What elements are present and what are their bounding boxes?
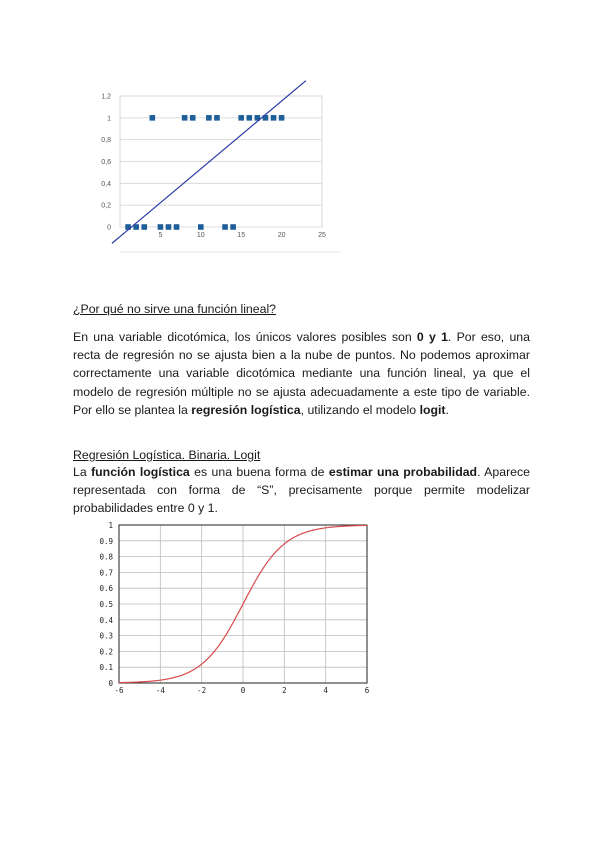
y-tick-label: 0,2 [101,202,111,210]
y-tick-label: 0,8 [101,137,111,145]
x-tick-label: 25 [318,232,326,239]
x-tick-label: 2 [282,686,287,695]
y-tick-label: 0.5 [99,600,113,609]
y-tick-label: 0,4 [101,180,111,188]
y-tick-label: 0.1 [99,663,113,673]
x-tick-label: 20 [277,232,286,239]
section-heading-linear-function: ¿Por qué no sirve una función lineal? [73,302,277,316]
x-tick-label: 10 [196,232,205,239]
paragraph-linear-function: En una variable dicotómica, los únicos valores posibles son 0 y 1. Por eso, una recta de regresión no se ajusta bien a la nube de puntos. No podemos aproximar correctamente una variable dicotómica mediante una función lineal, ya que el modelo de regresión múltiple no se ajusta adecuadamente a este tipo de variable. Por ello se plantea la regresión logística, utilizando el modelo logit. [73,330,530,417]
section-heading-logistic-regression: Regresión Logística. Binaria. Logit [73,448,261,462]
y-tick-label: 0 [108,679,113,688]
data-point [166,224,172,230]
data-point [279,115,285,121]
data-point [214,115,220,121]
data-point [125,224,131,230]
linear-regression-chart [85,80,340,265]
data-point [271,115,277,121]
data-point [246,115,252,121]
data-point [150,115,156,121]
x-tick-label: -6 [114,686,124,695]
y-tick-label: 1 [108,521,113,530]
y-tick-label: 0.2 [99,647,113,657]
y-tick-label: 0.3 [99,631,113,641]
y-tick-label: 0,6 [101,159,111,166]
y-tick-label: 0.4 [99,615,113,625]
logistic-function-chart [88,518,380,700]
y-tick-label: 1 [107,115,111,123]
data-point [198,224,204,230]
data-point [190,115,196,121]
x-tick-label: 0 [240,686,246,695]
y-tick-label: 0.9 [99,536,113,546]
y-tick-label: 0.7 [99,568,113,578]
data-point [158,224,164,230]
y-tick-label: 1,2 [101,93,111,101]
x-tick-label: 6 [364,686,370,695]
data-point [141,224,147,230]
data-point [222,224,228,230]
y-tick-label: 0.8 [99,552,113,562]
data-point [174,224,180,230]
data-point [182,115,188,121]
x-tick-label: 5 [158,232,163,239]
paragraph-logistic-function: La función logística es una buena forma de estimar una probabilidad. Aparece representada con forma de “S”, precisamente porque permite modelizar probabilidades entre 0 y 1. [73,465,530,516]
x-tick-label: 15 [237,232,246,239]
data-point [206,115,212,121]
x-tick-label: -2 [197,686,207,695]
data-point [238,115,244,121]
x-tick-label: -4 [155,686,165,695]
data-point [230,224,236,230]
y-tick-label: 0 [107,224,111,232]
x-tick-label: 4 [323,686,328,695]
y-tick-label: 0.6 [99,584,113,594]
